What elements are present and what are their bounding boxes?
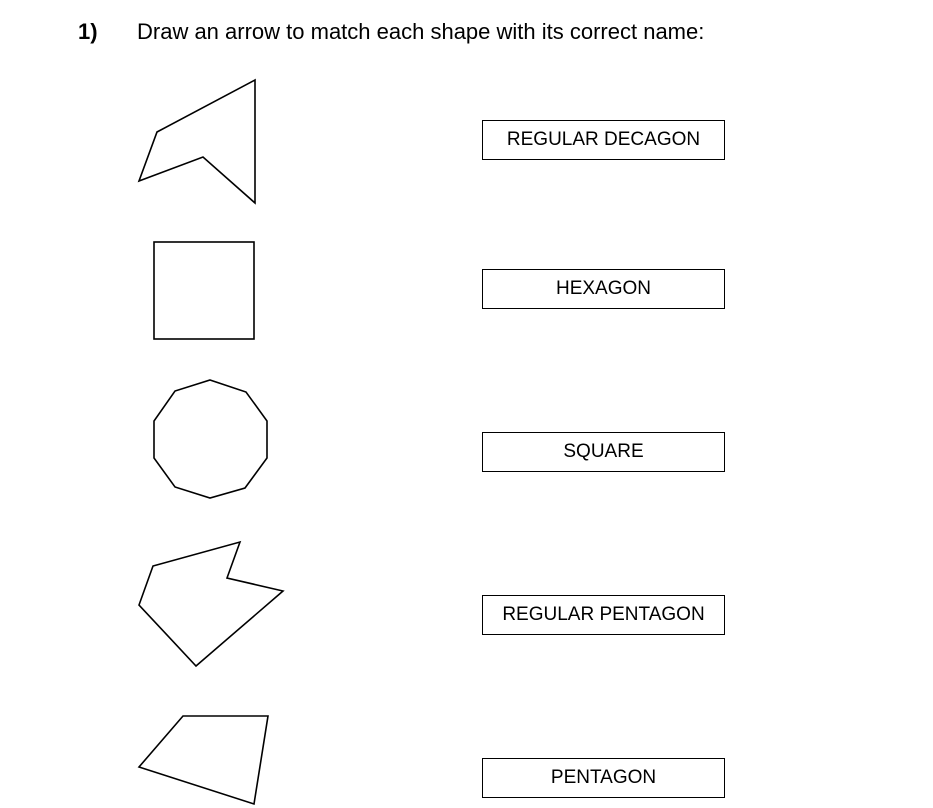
square-icon xyxy=(154,242,254,339)
name-box-square xyxy=(482,432,725,472)
name-label: SQUARE xyxy=(563,441,644,462)
irregular-hexagon-icon xyxy=(139,542,283,666)
name-box-regular-pentagon xyxy=(482,595,725,635)
name-box-hexagon xyxy=(482,269,725,309)
question-number: 1) xyxy=(78,19,98,44)
concave-pentagon-icon xyxy=(139,80,255,203)
name-label: REGULAR PENTAGON xyxy=(502,604,705,625)
name-box-pentagon xyxy=(482,758,725,798)
irregular-pentagon-icon xyxy=(139,716,268,804)
name-label: REGULAR DECAGON xyxy=(506,129,701,150)
regular-decagon-icon xyxy=(154,380,267,498)
name-label: HEXAGON xyxy=(555,278,652,299)
name-box-regular-decagon xyxy=(482,120,725,160)
name-label: PENTAGON xyxy=(550,767,657,788)
question-prompt: Draw an arrow to match each shape with its correct name: xyxy=(137,19,705,44)
